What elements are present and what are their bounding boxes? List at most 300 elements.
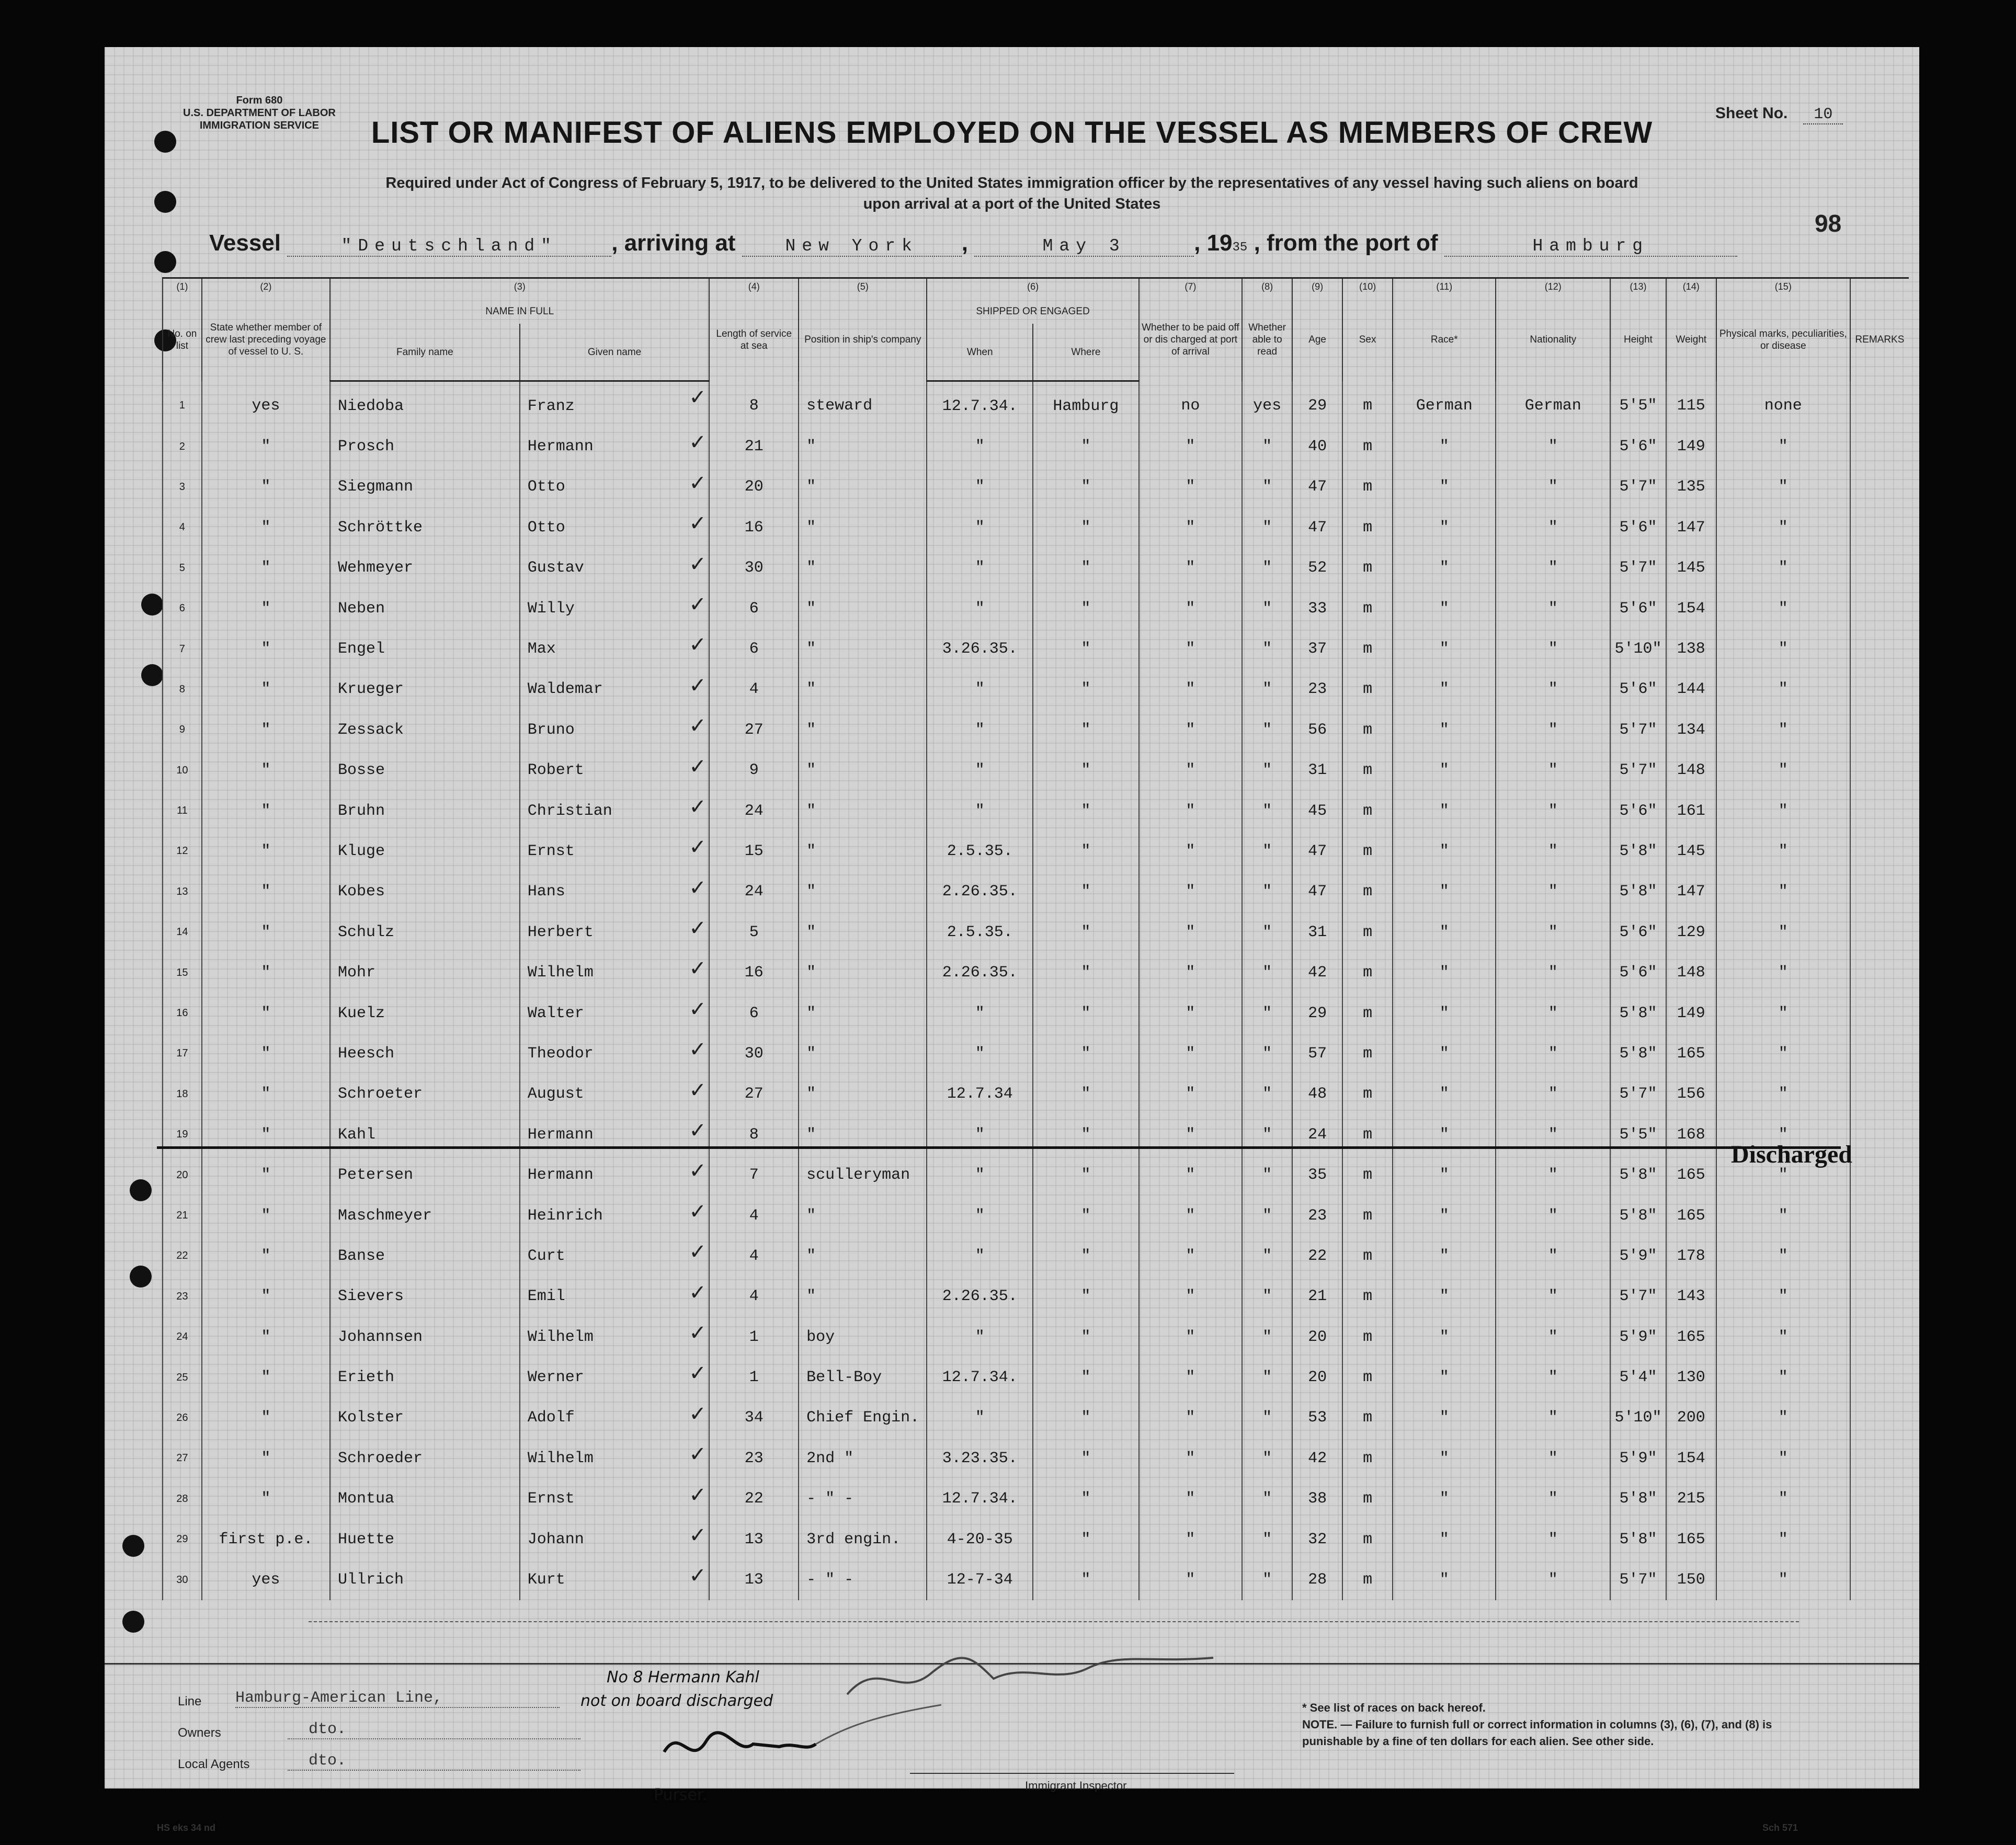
remark-discharged: Discharged bbox=[1731, 1141, 1852, 1168]
row-number: 14 bbox=[163, 912, 202, 952]
row-race: " bbox=[1393, 952, 1496, 993]
row-remarks bbox=[1850, 467, 1909, 507]
row-race: " bbox=[1393, 1357, 1496, 1397]
row-given-name: Wilhelm bbox=[520, 952, 710, 993]
row-given-name: Robert bbox=[520, 750, 710, 791]
local-agents-label: Local Agents bbox=[178, 1757, 250, 1771]
row-race: " bbox=[1393, 791, 1496, 831]
row-able-to-read: " bbox=[1242, 710, 1292, 750]
row-paid-off: " bbox=[1139, 710, 1242, 750]
row-last-voyage: " bbox=[202, 588, 330, 629]
row-shipped-where: " bbox=[1033, 426, 1139, 466]
row-last-voyage: " bbox=[202, 831, 330, 871]
row-able-to-read: " bbox=[1242, 1357, 1292, 1397]
row-number: 2 bbox=[163, 426, 202, 466]
header-able-to-read: Whether able to read bbox=[1242, 299, 1292, 381]
from-port-label: , from the port of bbox=[1254, 230, 1438, 256]
row-weight: 143 bbox=[1666, 1277, 1716, 1317]
row-nationality: " bbox=[1496, 548, 1610, 588]
row-shipped-where: " bbox=[1033, 1074, 1139, 1114]
row-race: " bbox=[1393, 831, 1496, 871]
row-shipped-where: " bbox=[1033, 1357, 1139, 1397]
row-age: 37 bbox=[1292, 629, 1342, 669]
row-shipped-when: " bbox=[927, 710, 1033, 750]
row-shipped-where: " bbox=[1033, 993, 1139, 1033]
row-height: 5'7" bbox=[1610, 1277, 1666, 1317]
row-remarks bbox=[1850, 912, 1909, 952]
row-able-to-read: " bbox=[1242, 1074, 1292, 1114]
table-header bbox=[163, 278, 1909, 381]
table-row bbox=[163, 1357, 1909, 1397]
document-subtitle: Required under Act of Congress of February 5, 1917, to be delivered to the United States immigration officer by the representatives of any vessel having such aliens on board upon arrival at a port of the United States bbox=[385, 175, 1638, 212]
row-height: 5'7" bbox=[1610, 1559, 1666, 1600]
row-weight: 178 bbox=[1666, 1236, 1716, 1276]
col-num-11: (11) bbox=[1393, 278, 1496, 299]
row-physical-marks: " bbox=[1716, 1357, 1850, 1397]
row-position: " bbox=[799, 710, 927, 750]
row-nationality: " bbox=[1496, 710, 1610, 750]
row-able-to-read: " bbox=[1242, 1195, 1292, 1236]
table-row bbox=[163, 791, 1909, 831]
row-height: 5'9" bbox=[1610, 1438, 1666, 1478]
inspector-signature-line bbox=[910, 1773, 1234, 1774]
row-position: " bbox=[799, 588, 927, 629]
col-num-12: (12) bbox=[1496, 278, 1610, 299]
row-height: 5'7" bbox=[1610, 710, 1666, 750]
row-age: 24 bbox=[1292, 1114, 1342, 1155]
row-position: " bbox=[799, 1195, 927, 1236]
row-able-to-read: " bbox=[1242, 952, 1292, 993]
row-position: sculleryman bbox=[799, 1155, 927, 1195]
row-given-name: Franz bbox=[520, 381, 710, 427]
check-mark-icon: ✓ bbox=[689, 1078, 707, 1102]
row-shipped-when: " bbox=[927, 467, 1033, 507]
row-family-name: Niedoba bbox=[330, 381, 520, 427]
row-age: 28 bbox=[1292, 1559, 1342, 1600]
row-given-name: Christian bbox=[520, 791, 710, 831]
row-nationality: " bbox=[1496, 831, 1610, 871]
row-physical-marks: " bbox=[1716, 912, 1850, 952]
row-nationality: " bbox=[1496, 791, 1610, 831]
row-nationality: " bbox=[1496, 1519, 1610, 1559]
header-position: Position in ship's company bbox=[799, 299, 927, 381]
row-nationality: " bbox=[1496, 507, 1610, 548]
table-row bbox=[163, 912, 1909, 952]
row-nationality: " bbox=[1496, 1438, 1610, 1478]
table-row bbox=[163, 1519, 1909, 1559]
table-row bbox=[163, 952, 1909, 993]
row-able-to-read: " bbox=[1242, 1519, 1292, 1559]
row-shipped-where: " bbox=[1033, 1114, 1139, 1155]
row-last-voyage: " bbox=[202, 1438, 330, 1478]
row-last-voyage: " bbox=[202, 1114, 330, 1155]
row-nationality: " bbox=[1496, 588, 1610, 629]
row-physical-marks: " bbox=[1716, 1277, 1850, 1317]
row-weight: 165 bbox=[1666, 1155, 1716, 1195]
row-length-of-service: 13 ✓ bbox=[709, 1559, 799, 1600]
row-length-of-service: 23 ✓ bbox=[709, 1438, 799, 1478]
row-remarks bbox=[1850, 1357, 1909, 1397]
row-shipped-when: 12.7.34 bbox=[927, 1074, 1033, 1114]
row-able-to-read: " bbox=[1242, 467, 1292, 507]
row-paid-off: " bbox=[1139, 1479, 1242, 1519]
row-age: 22 bbox=[1292, 1236, 1342, 1276]
row-nationality: " bbox=[1496, 1033, 1610, 1074]
sheet-number-label: Sheet No. bbox=[1715, 105, 1788, 122]
row-remarks bbox=[1850, 381, 1909, 427]
row-paid-off: " bbox=[1139, 1155, 1242, 1195]
table-row bbox=[163, 1074, 1909, 1114]
row-able-to-read: " bbox=[1242, 831, 1292, 871]
table-row bbox=[163, 381, 1909, 427]
row-remarks bbox=[1850, 1277, 1909, 1317]
row-number: 21 bbox=[163, 1195, 202, 1236]
row-last-voyage: " bbox=[202, 1398, 330, 1438]
header-sex: Sex bbox=[1342, 299, 1393, 381]
row-physical-marks: " bbox=[1716, 1479, 1850, 1519]
row-number: 6 bbox=[163, 588, 202, 629]
row-paid-off: " bbox=[1139, 1559, 1242, 1600]
row-given-name: Heinrich bbox=[520, 1195, 710, 1236]
header-remarks: REMARKS bbox=[1850, 299, 1909, 381]
row-number: 17 bbox=[163, 1033, 202, 1074]
row-given-name: Otto bbox=[520, 467, 710, 507]
row-age: 57 bbox=[1292, 1033, 1342, 1074]
row-family-name: Ullrich bbox=[330, 1559, 520, 1600]
row-last-voyage: " bbox=[202, 912, 330, 952]
row-age: 23 bbox=[1292, 1195, 1342, 1236]
row-weight: 138 bbox=[1666, 629, 1716, 669]
row-paid-off: " bbox=[1139, 1317, 1242, 1357]
table-row bbox=[163, 1317, 1909, 1357]
check-mark-icon: ✓ bbox=[689, 1119, 707, 1143]
row-position: 2nd " bbox=[799, 1438, 927, 1478]
row-nationality: " bbox=[1496, 1398, 1610, 1438]
row-sex: m bbox=[1342, 507, 1393, 548]
table-row bbox=[163, 710, 1909, 750]
table-row bbox=[163, 629, 1909, 669]
row-physical-marks: " bbox=[1716, 831, 1850, 871]
punch-hole bbox=[141, 664, 163, 686]
check-mark-icon: ✓ bbox=[689, 673, 707, 698]
row-last-voyage: " bbox=[202, 750, 330, 791]
row-shipped-where: " bbox=[1033, 1033, 1139, 1074]
row-physical-marks: none bbox=[1716, 381, 1850, 427]
row-paid-off: " bbox=[1139, 467, 1242, 507]
row-position: " bbox=[799, 993, 927, 1033]
row-last-voyage: " bbox=[202, 1317, 330, 1357]
row-position: " bbox=[799, 791, 927, 831]
row-last-voyage: " bbox=[202, 993, 330, 1033]
row-shipped-where: " bbox=[1033, 629, 1139, 669]
row-height: 5'7" bbox=[1610, 750, 1666, 791]
row-sex: m bbox=[1342, 912, 1393, 952]
row-height: 5'7" bbox=[1610, 467, 1666, 507]
row-height: 5'7" bbox=[1610, 1074, 1666, 1114]
row-position: " bbox=[799, 872, 927, 912]
row-nationality: " bbox=[1496, 912, 1610, 952]
row-shipped-when: 2.26.35. bbox=[927, 872, 1033, 912]
row-age: 42 bbox=[1292, 952, 1342, 993]
row-sex: m bbox=[1342, 1236, 1393, 1276]
row-given-name: Herbert bbox=[520, 912, 710, 952]
handwritten-note-line2: not on board discharged bbox=[580, 1692, 773, 1710]
page-number: 98 bbox=[1815, 210, 1842, 237]
row-race: " bbox=[1393, 1559, 1496, 1600]
check-mark-icon: ✓ bbox=[689, 956, 707, 981]
row-number: 27 bbox=[163, 1438, 202, 1478]
row-nationality: " bbox=[1496, 426, 1610, 466]
row-height: 5'6" bbox=[1610, 912, 1666, 952]
row-sex: m bbox=[1342, 750, 1393, 791]
row-sex: m bbox=[1342, 1074, 1393, 1114]
row-age: 35 bbox=[1292, 1155, 1342, 1195]
row-remarks bbox=[1850, 993, 1909, 1033]
row-last-voyage: yes bbox=[202, 381, 330, 427]
row-shipped-where: " bbox=[1033, 1236, 1139, 1276]
row-family-name: Schroeder bbox=[330, 1438, 520, 1478]
row-weight: 145 bbox=[1666, 831, 1716, 871]
row-shipped-where: " bbox=[1033, 872, 1139, 912]
row-family-name: Kolster bbox=[330, 1398, 520, 1438]
row-shipped-when: 2.26.35. bbox=[927, 1277, 1033, 1317]
row-able-to-read: " bbox=[1242, 1317, 1292, 1357]
table-body bbox=[163, 381, 1909, 1600]
row-length-of-service: 1 ✓ bbox=[709, 1317, 799, 1357]
table-row bbox=[163, 750, 1909, 791]
row-height: 5'8" bbox=[1610, 1519, 1666, 1559]
row-paid-off: " bbox=[1139, 912, 1242, 952]
row-remarks bbox=[1850, 750, 1909, 791]
row-shipped-where: " bbox=[1033, 1559, 1139, 1600]
row-number: 28 bbox=[163, 1479, 202, 1519]
row-last-voyage: " bbox=[202, 1155, 330, 1195]
row-length-of-service: 20 ✓ bbox=[709, 467, 799, 507]
row-physical-marks: " bbox=[1716, 1519, 1850, 1559]
row-number: 9 bbox=[163, 710, 202, 750]
table-row bbox=[163, 467, 1909, 507]
crew-manifest-table bbox=[162, 277, 1909, 1600]
check-mark-icon: ✓ bbox=[689, 385, 707, 409]
row-physical-marks: " bbox=[1716, 1438, 1850, 1478]
penalty-note: NOTE. — Failure to furnish full or correct information in columns (3), (6), (7), and (8) is punishable by a fine of ten dollars for each alien. See other side. bbox=[1302, 1718, 1772, 1748]
header-family-name: Family name bbox=[330, 324, 520, 381]
row-number: 19 bbox=[163, 1114, 202, 1155]
row-physical-marks: " bbox=[1716, 426, 1850, 466]
row-shipped-where: " bbox=[1033, 1398, 1139, 1438]
row-height: 5'5" bbox=[1610, 381, 1666, 427]
row-able-to-read: " bbox=[1242, 1438, 1292, 1478]
row-weight: 147 bbox=[1666, 507, 1716, 548]
row-given-name: Hans bbox=[520, 872, 710, 912]
row-weight: 145 bbox=[1666, 548, 1716, 588]
row-remarks bbox=[1850, 1236, 1909, 1276]
local-agents-value: dto. bbox=[288, 1752, 580, 1771]
form-code-right: Sch 571 bbox=[1762, 1823, 1798, 1833]
row-number: 20 bbox=[163, 1155, 202, 1195]
row-sex: m bbox=[1342, 1519, 1393, 1559]
row-shipped-where: " bbox=[1033, 1479, 1139, 1519]
row-family-name: Huette bbox=[330, 1519, 520, 1559]
row-physical-marks: " bbox=[1716, 1074, 1850, 1114]
table-row bbox=[163, 426, 1909, 466]
row-weight: 148 bbox=[1666, 750, 1716, 791]
header-height: Height bbox=[1610, 299, 1666, 381]
row-weight: 147 bbox=[1666, 872, 1716, 912]
row-height: 5'6" bbox=[1610, 426, 1666, 466]
col-num-1: (1) bbox=[163, 278, 202, 299]
year-label: , 19 bbox=[1194, 230, 1233, 256]
check-mark-icon: ✓ bbox=[689, 1523, 707, 1547]
row-position: " bbox=[799, 629, 927, 669]
row-family-name: Kluge bbox=[330, 831, 520, 871]
row-paid-off: " bbox=[1139, 1438, 1242, 1478]
row-age: 47 bbox=[1292, 831, 1342, 871]
row-physical-marks: " bbox=[1716, 993, 1850, 1033]
row-position: boy bbox=[799, 1317, 927, 1357]
row-number: 26 bbox=[163, 1398, 202, 1438]
row-sex: m bbox=[1342, 1398, 1393, 1438]
row-position: - " - bbox=[799, 1479, 927, 1519]
row-height: 5'9" bbox=[1610, 1236, 1666, 1276]
row-shipped-where: " bbox=[1033, 831, 1139, 871]
row-number: 25 bbox=[163, 1357, 202, 1397]
row-weight: 156 bbox=[1666, 1074, 1716, 1114]
header-when: When bbox=[927, 324, 1033, 381]
row-paid-off: " bbox=[1139, 1236, 1242, 1276]
row-height: 5'10" bbox=[1610, 629, 1666, 669]
row-given-name: Gustav bbox=[520, 548, 710, 588]
row-race: " bbox=[1393, 1277, 1496, 1317]
row-remarks bbox=[1850, 1479, 1909, 1519]
row-able-to-read: " bbox=[1242, 1114, 1292, 1155]
check-mark-icon: ✓ bbox=[689, 1240, 707, 1265]
row-race: " bbox=[1393, 1398, 1496, 1438]
row-paid-off: " bbox=[1139, 791, 1242, 831]
row-position: " bbox=[799, 750, 927, 791]
header-where: Where bbox=[1033, 324, 1139, 381]
row-able-to-read: " bbox=[1242, 750, 1292, 791]
row-number: 10 bbox=[163, 750, 202, 791]
row-race: " bbox=[1393, 629, 1496, 669]
row-able-to-read: " bbox=[1242, 1479, 1292, 1519]
row-nationality: " bbox=[1496, 750, 1610, 791]
table-row bbox=[163, 1479, 1909, 1519]
row-physical-marks: " bbox=[1716, 710, 1850, 750]
row-last-voyage: first p.e. bbox=[202, 1519, 330, 1559]
row-shipped-where: " bbox=[1033, 750, 1139, 791]
row-race: " bbox=[1393, 1074, 1496, 1114]
owners-label: Owners bbox=[178, 1726, 221, 1740]
row-physical-marks: " bbox=[1716, 588, 1850, 629]
row-remarks bbox=[1850, 1317, 1909, 1357]
row-family-name: Kuelz bbox=[330, 993, 520, 1033]
row-paid-off: " bbox=[1139, 1195, 1242, 1236]
row-able-to-read: " bbox=[1242, 791, 1292, 831]
row-last-voyage: " bbox=[202, 791, 330, 831]
row-paid-off: " bbox=[1139, 1519, 1242, 1559]
table-row bbox=[163, 1277, 1909, 1317]
row-position: steward bbox=[799, 381, 927, 427]
row-height: 5'8" bbox=[1610, 872, 1666, 912]
row-shipped-where: " bbox=[1033, 1195, 1139, 1236]
header-shipped-or-engaged: SHIPPED OR ENGAGED bbox=[927, 299, 1138, 324]
row-family-name: Wehmeyer bbox=[330, 548, 520, 588]
row-shipped-when: " bbox=[927, 1195, 1033, 1236]
row-length-of-service: 4 ✓ bbox=[709, 1277, 799, 1317]
row-paid-off: " bbox=[1139, 588, 1242, 629]
header-weight: Weight bbox=[1666, 299, 1716, 381]
check-mark-icon: ✓ bbox=[689, 592, 707, 617]
punch-hole bbox=[130, 1179, 152, 1201]
row-number: 24 bbox=[163, 1317, 202, 1357]
row-remarks bbox=[1850, 1559, 1909, 1600]
row-shipped-where: " bbox=[1033, 912, 1139, 952]
row-shipped-when: " bbox=[927, 507, 1033, 548]
row-paid-off: " bbox=[1139, 993, 1242, 1033]
table-row bbox=[163, 1155, 1909, 1195]
inspector-signature-icon bbox=[837, 1647, 1234, 1705]
row-last-voyage: " bbox=[202, 1033, 330, 1074]
header-no-on-list: No. on list bbox=[163, 299, 202, 381]
row-family-name: Sievers bbox=[330, 1277, 520, 1317]
header-length-of-service: Length of service at sea bbox=[709, 299, 799, 381]
row-able-to-read: " bbox=[1242, 912, 1292, 952]
row-race: " bbox=[1393, 548, 1496, 588]
row-sex: m bbox=[1342, 1317, 1393, 1357]
row-paid-off: " bbox=[1139, 507, 1242, 548]
row-given-name: Max bbox=[520, 629, 710, 669]
row-length-of-service: 15 ✓ bbox=[709, 831, 799, 871]
check-mark-icon: ✓ bbox=[689, 835, 707, 860]
check-mark-icon: ✓ bbox=[689, 754, 707, 779]
row-shipped-where: " bbox=[1033, 952, 1139, 993]
row-sex: m bbox=[1342, 791, 1393, 831]
row-nationality: " bbox=[1496, 669, 1610, 710]
row-shipped-where: " bbox=[1033, 710, 1139, 750]
service-name: IMMIGRATION SERVICE bbox=[199, 120, 320, 131]
row-physical-marks: " bbox=[1716, 1559, 1850, 1600]
row-length-of-service: 16 ✓ bbox=[709, 507, 799, 548]
arriving-label: , arriving at bbox=[611, 230, 736, 256]
row-length-of-service: 22 ✓ bbox=[709, 1479, 799, 1519]
row-position: Chief Engin. bbox=[799, 1398, 927, 1438]
row-able-to-read: " bbox=[1242, 426, 1292, 466]
row-family-name: Bruhn bbox=[330, 791, 520, 831]
row-shipped-where: Hamburg bbox=[1033, 381, 1139, 427]
row-length-of-service: 24 ✓ bbox=[709, 872, 799, 912]
row-length-of-service: 4 ✓ bbox=[709, 1195, 799, 1236]
row-weight: 154 bbox=[1666, 1438, 1716, 1478]
row-height: 5'8" bbox=[1610, 1155, 1666, 1195]
check-mark-icon: ✓ bbox=[689, 1159, 707, 1183]
row-remarks bbox=[1850, 952, 1909, 993]
row-shipped-when: " bbox=[927, 669, 1033, 710]
row-shipped-when: 12-7-34 bbox=[927, 1559, 1033, 1600]
check-mark-icon: ✓ bbox=[689, 471, 707, 495]
row-last-voyage: " bbox=[202, 1357, 330, 1397]
row-paid-off: " bbox=[1139, 1277, 1242, 1317]
row-nationality: " bbox=[1496, 1277, 1610, 1317]
row-physical-marks: " bbox=[1716, 1114, 1850, 1155]
row-shipped-when: " bbox=[927, 1236, 1033, 1276]
row-nationality: " bbox=[1496, 952, 1610, 993]
row-nationality: " bbox=[1496, 1317, 1610, 1357]
row-race: " bbox=[1393, 669, 1496, 710]
row-race: " bbox=[1393, 1317, 1496, 1357]
row-given-name: Johann bbox=[520, 1519, 710, 1559]
row-paid-off: " bbox=[1139, 629, 1242, 669]
